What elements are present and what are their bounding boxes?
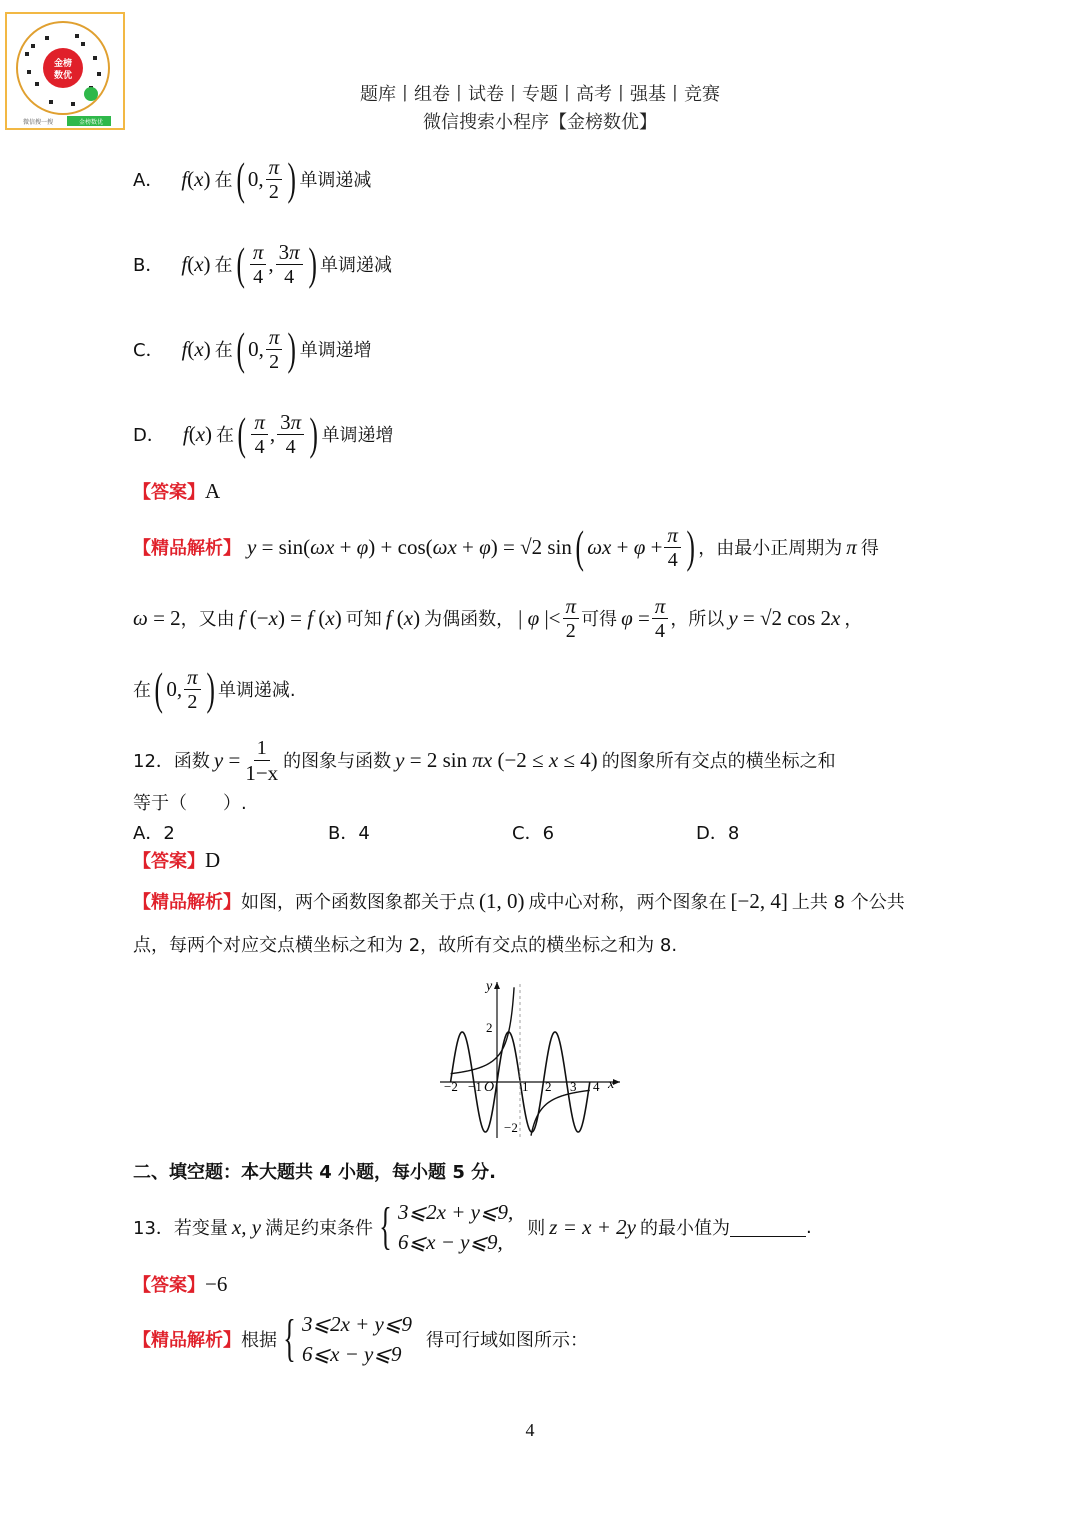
q12-analysis-line2: 点，每两个对应交点横坐标之和为 2，故所有交点的横坐标之和为 8. [133, 935, 678, 956]
q13-analysis: 【精品解析】 根据 { 3⩽2x + y⩽9 6⩽x − y⩽9 得可行域如图所示： [133, 1310, 588, 1367]
option-d: D． f ( x ) 在 ( $\frac{\pi}{4}$ , $\frac{3\pi}{4}$ ) 单调递增 [133, 408, 394, 459]
y-tick-2: 2 [486, 1020, 493, 1035]
svg-text:微信搜一搜: 微信搜一搜 [23, 119, 54, 126]
header-nav: 题库丨组卷丨试卷丨专题丨高考丨强基丨竞赛 [360, 84, 720, 105]
x-tick-neg1: −1 [468, 1079, 482, 1094]
answer-blank [730, 1218, 806, 1237]
svg-text:数优: 数优 [53, 71, 73, 81]
q12-analysis-line1: 【精品解析】 如图，两个函数图象都关于点 (1, 0) 成中心对称，两个图象在 [−2, 4] 上共 8 个公共 [133, 888, 905, 913]
x-tick-2: 2 [545, 1079, 552, 1094]
q12-stem-line2: 等于（ ）. [133, 793, 247, 814]
x-tick-1: 1 [522, 1079, 529, 1094]
q11-analysis-line2: ω = 2 ，又由 f (−x) = f (x) 可知 f (x) 为偶函数， | φ |< $\frac{\pi}{2}$ 可得 φ = $\frac{\pi}{4}$ ，所以 y = √2 cos 2x ， [133, 593, 863, 642]
q12-option-c: C．6 [512, 823, 555, 844]
x-tick-4: 4 [593, 1079, 600, 1094]
svg-text:金榜数优: 金榜数优 [79, 119, 104, 126]
x-tick-3: 3 [570, 1079, 577, 1094]
page-number: 4 [525, 1420, 535, 1440]
header-subtitle: 微信搜索小程序【金榜数优】 [423, 112, 657, 133]
q12-option-a: A．2 [133, 823, 175, 844]
x-tick-neg2: −2 [444, 1079, 458, 1094]
graph-svg [436, 976, 626, 1142]
q12-stem-line1: 12．函数 y = $\frac{1}{1-x}$ 的图象与函数 y = 2 sin πx (−2 ≤ x ≤ 4) 的图象所有交点的横坐标之和 [133, 736, 836, 785]
q11-analysis-line1: 【精品解析】 y = sin(ωx + φ) + cos(ωx + φ) = √2 sin ( ωx + φ + $\frac{\pi}{4}$ ) ，由最小正周期为 π 得 [133, 521, 879, 572]
q11-answer: 【答案】 A [133, 478, 221, 503]
option-a: A． f ( x ) 在 ( 0, $\frac{\pi}{2}$ ) 单调递减 [133, 153, 372, 204]
origin-label: O [484, 1080, 495, 1095]
q13-answer: 【答案】 −6 [133, 1271, 228, 1296]
q12-option-d: D．8 [696, 823, 740, 844]
option-b: B． f ( x ) 在 ( $\frac{\pi}{4}$ , $\frac{3\pi}{4}$ ) 单调递减 [133, 238, 392, 289]
y-axis-label: y [486, 979, 493, 994]
q12-option-b: B．4 [328, 823, 370, 844]
x-axis-label: x [608, 1077, 615, 1092]
q12-options [133, 820, 739, 844]
option-c: C． f ( x ) 在 ( 0, $\frac{\pi}{2}$ ) 单调递增 [133, 323, 372, 374]
function-graph [436, 976, 626, 1142]
section-heading: 二、填空题：本大题共 4 小题，每小题 5 分. [133, 1162, 496, 1183]
hyperbola-left-branch [451, 987, 514, 1073]
q13-stem: 13．若变量 x, y 满足约束条件 { 3⩽2x + y⩽9, 6⩽x − y⩽9, 则 z = x + 2y 的最小值为 . [133, 1198, 812, 1255]
q11-analysis-line3: 在 ( 0, $\frac{\pi}{2}$ ) 单调递减. [133, 663, 296, 714]
logo-center-text: 金榜 [53, 59, 73, 69]
q12-answer: 【答案】 D [133, 847, 221, 872]
y-tick-neg2: −2 [504, 1120, 518, 1135]
